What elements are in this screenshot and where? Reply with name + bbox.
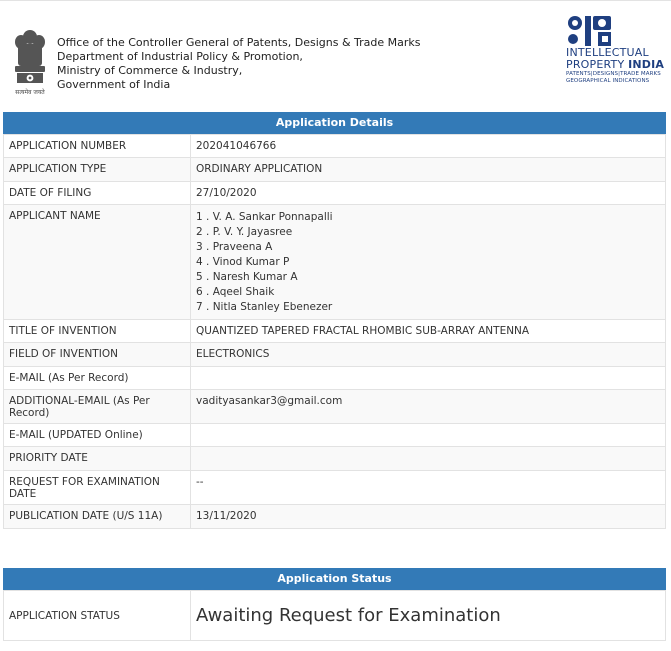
row-label: PRIORITY DATE	[4, 447, 191, 471]
ip-india-wordmark	[566, 47, 664, 84]
emblem-motto: सत्यमेव जयते	[15, 89, 45, 96]
applicant-name: 4 . Vinod Kumar P	[196, 256, 290, 268]
row-value: ORDINARY APPLICATION	[191, 158, 666, 182]
row-value: 13/11/2020	[191, 505, 666, 529]
application-details-table	[3, 134, 666, 529]
office-line: Ministry of Commerce & Industry,	[57, 64, 243, 77]
status-value: Awaiting Request for Examination	[191, 591, 666, 641]
ipi-line	[566, 59, 664, 71]
table-row	[4, 471, 666, 505]
table-row	[4, 320, 666, 343]
table-row	[4, 343, 666, 367]
row-label: APPLICATION NUMBER	[4, 135, 191, 158]
applicant-list	[191, 205, 666, 320]
row-label: APPLICANT NAME	[4, 205, 191, 320]
row-label: E-MAIL (As Per Record)	[4, 367, 191, 390]
ipi-line: INTELLECTUAL	[566, 46, 649, 59]
row-value: --	[191, 471, 666, 505]
office-line: Department of Industrial Policy & Promotion,	[57, 50, 303, 63]
table-row	[4, 424, 666, 447]
page-header	[0, 0, 671, 110]
table-row	[4, 390, 666, 424]
ipi-subline: PATENTS|DESIGNS|TRADE MARKS	[566, 71, 661, 77]
application-status-table	[3, 590, 666, 641]
ipi-subline: GEOGRAPHICAL INDICATIONS	[566, 77, 650, 84]
applicant-name: 7 . Nitla Stanley Ebenezer	[196, 301, 333, 313]
row-label: TITLE OF INVENTION	[4, 320, 191, 343]
row-label: FIELD OF INVENTION	[4, 343, 191, 367]
row-value: QUANTIZED TAPERED FRACTAL RHOMBIC SUB-ARRAY ANTENNA	[191, 320, 666, 343]
row-label: PUBLICATION DATE (U/S 11A)	[4, 505, 191, 529]
table-row	[4, 447, 666, 471]
table-row	[4, 182, 666, 205]
row-label: DATE OF FILING	[4, 182, 191, 205]
ipi-india: INDIA	[628, 58, 665, 71]
row-label: ADDITIONAL-EMAIL (As Per Record)	[4, 390, 191, 424]
table-row	[4, 205, 666, 320]
row-value: 202041046766	[191, 135, 666, 158]
table-row	[4, 135, 666, 158]
row-value: vadityasankar3@gmail.com	[191, 390, 666, 424]
office-line: Office of the Controller General of Patents, Designs & Trade Marks	[57, 36, 421, 49]
application-details-header: Application Details	[3, 112, 666, 134]
applicant-name: 2 . P. V. Y. Jayasree	[196, 226, 293, 238]
applicant-name: 1 . V. A. Sankar Ponnapalli	[196, 211, 333, 223]
row-label: REQUEST FOR EXAMINATION DATE	[4, 471, 191, 505]
row-value	[191, 447, 666, 471]
table-row	[4, 158, 666, 182]
ipi-property: PROPERTY	[566, 58, 629, 71]
table-row	[4, 591, 666, 641]
office-line: Government of India	[57, 78, 171, 91]
national-emblem-icon	[10, 28, 50, 98]
row-label: APPLICATION TYPE	[4, 158, 191, 182]
application-status-header: Application Status	[3, 568, 666, 590]
table-row	[4, 367, 666, 390]
status-label: APPLICATION STATUS	[4, 591, 191, 641]
table-row	[4, 505, 666, 529]
row-value: 27/10/2020	[191, 182, 666, 205]
row-value	[191, 367, 666, 390]
applicant-name: 3 . Praveena A	[196, 241, 273, 253]
applicant-name: 5 . Naresh Kumar A	[196, 271, 298, 283]
office-name	[57, 36, 421, 92]
row-label: E-MAIL (UPDATED Online)	[4, 424, 191, 447]
row-value: ELECTRONICS	[191, 343, 666, 367]
row-value	[191, 424, 666, 447]
applicant-name: 6 . Aqeel Shaik	[196, 286, 275, 298]
